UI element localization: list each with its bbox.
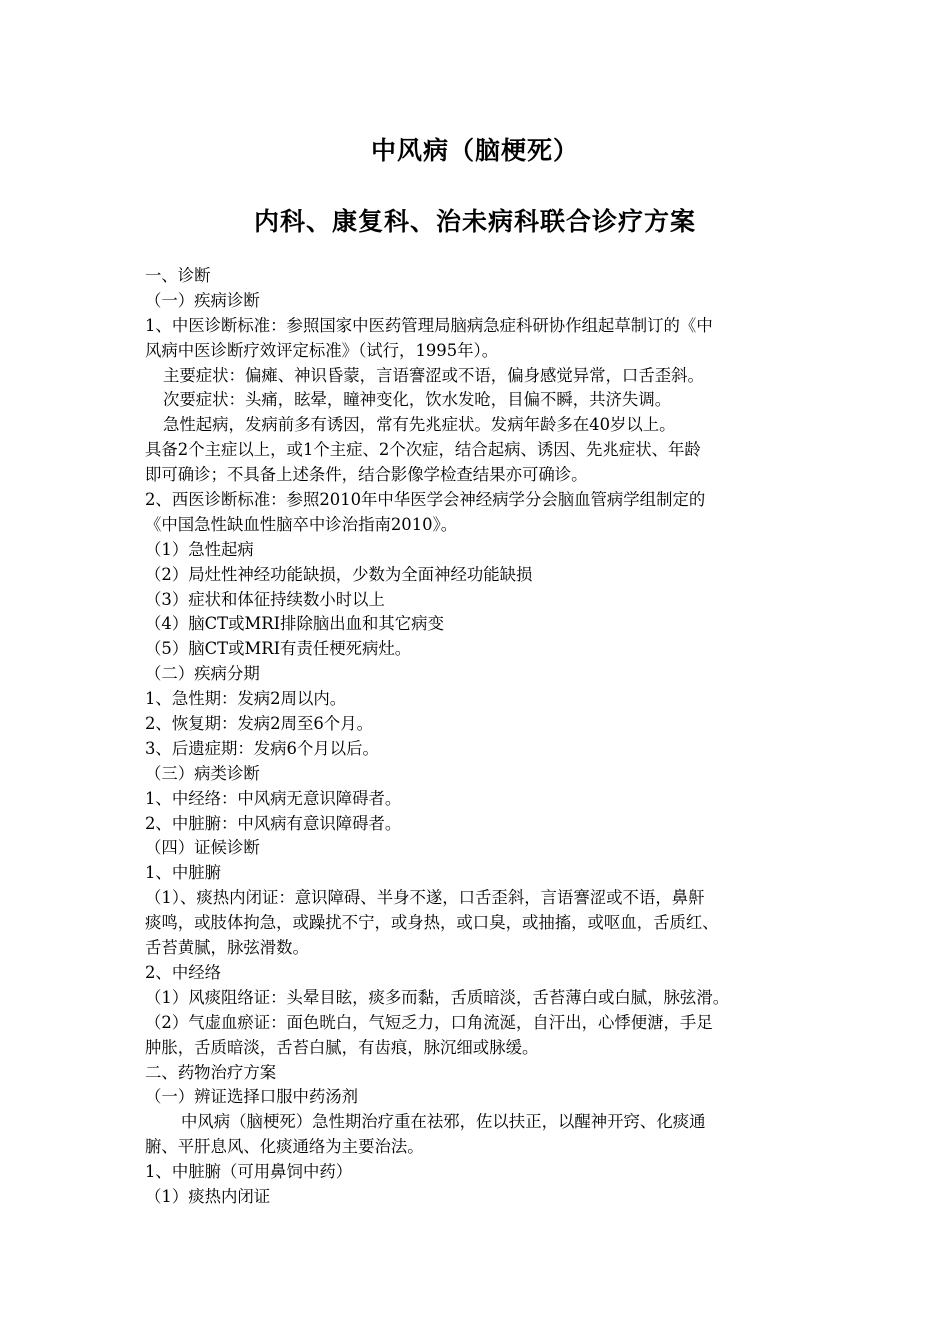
- subsection-heading: （二）疾病分期: [145, 664, 260, 684]
- list-item: （2）局灶性神经功能缺损，少数为全面神经功能缺损: [145, 564, 533, 584]
- subsection-heading: （一）疾病诊断: [145, 290, 260, 310]
- subsection-heading: （四）证候诊断: [145, 838, 260, 858]
- list-item: （1）急性起病: [145, 539, 254, 559]
- list-item: （4）脑CT或MRI排除脑出血和其它病变: [145, 614, 444, 634]
- section-heading: 一、诊断: [145, 266, 211, 285]
- paragraph-line: 即可确诊；不具备上述条件，结合影像学检查结果亦可确诊。: [145, 465, 588, 485]
- document-title: 中风病（脑梗死）: [370, 136, 579, 165]
- list-item: 1、中脏腑: [145, 863, 221, 883]
- paragraph-line: 腑、平肝息风、化痰通络为主要治法。: [145, 1137, 424, 1157]
- paragraph-line: 主要症状：偏瘫、神识昏蒙，言语謇涩或不语，偏身感觉异常，口舌歪斜。: [163, 365, 704, 385]
- document-subtitle: 内科、康复科、治未病科联合诊疗方案: [253, 207, 696, 236]
- paragraph-line: 风病中医诊断疗效评定标准》（试行，1995年）。: [145, 340, 499, 360]
- list-item: 2、中经络: [145, 962, 221, 982]
- paragraph-line: 急性起病，发病前多有诱因，常有先兆症状。发病年龄多在40岁以上。: [163, 415, 676, 435]
- list-item: 1、中脏腑（可用鼻饲中药）: [145, 1162, 353, 1182]
- subsection-heading: （一）辨证选择口服中药汤剂: [145, 1087, 359, 1107]
- paragraph-line: 中风病（脑梗死）急性期治疗重在祛邪，佐以扶正，以醒神开窍、化痰通: [181, 1112, 706, 1132]
- paragraph-line: 痰鸣，或肢体拘急，或躁扰不宁，或身热，或口臭，或抽搐，或呕血，舌质红、: [145, 913, 719, 933]
- paragraph-line: 具备2个主症以上，或1个主症、2个次症，结合起病、诱因、先兆症状、年龄: [145, 440, 701, 460]
- section-heading: 二、药物治疗方案: [145, 1062, 277, 1082]
- paragraph-line: 2、西医诊断标准：参照2010年中华医学会神经病学分会脑血管病学组制定的: [145, 490, 706, 510]
- document-body: [145, 264, 825, 1210]
- paragraph-line: 1、中医诊断标准：参照国家中医药管理局脑病急症科研协作组起草制订的《中: [145, 315, 713, 335]
- list-item: 1、中经络：中风病无意识障碍者。: [145, 788, 402, 808]
- paragraph-line: （2）气虚血瘀证：面色晄白，气短乏力，口角流涎，自汗出，心悸便溏，手足: [145, 1012, 713, 1032]
- paragraph-line: 次要症状：头痛，眩晕，瞳神变化，饮水发呛，目偏不瞬，共济失调。: [163, 390, 672, 410]
- paragraph-line: （1）、痰热内闭证：意识障碍、半身不遂，口舌歪斜，言语謇涩或不语，鼻鼾: [145, 888, 705, 908]
- subsection-heading: （三）病类诊断: [145, 763, 260, 783]
- list-item: 1、急性期：发病2周以内。: [145, 689, 347, 709]
- paragraph-line: 舌苔黄腻，脉弦滑数。: [145, 938, 309, 958]
- list-item: （1）痰热内闭证: [145, 1186, 271, 1206]
- paragraph-line: （1）风痰阻络证：头晕目眩，痰多而黏，舌质暗淡，舌苔薄白或白腻，脉弦滑。: [145, 987, 730, 1007]
- list-item: 2、恢复期：发病2周至6个月。: [145, 714, 373, 734]
- list-item: 2、中脏腑：中风病有意识障碍者。: [145, 813, 402, 833]
- list-item: 3、后遗症期：发病6个月以后。: [145, 738, 379, 758]
- list-item: （3）症状和体征持续数小时以上: [145, 589, 385, 609]
- paragraph-line: 肿胀，舌质暗淡，舌苔白腻，有齿痕，脉沉细或脉缓。: [145, 1037, 539, 1057]
- list-item: （5）脑CT或MRI有责任梗死病灶。: [145, 639, 412, 659]
- paragraph-line: 《中国急性缺血性脑卒中诊治指南2010》。: [145, 514, 458, 534]
